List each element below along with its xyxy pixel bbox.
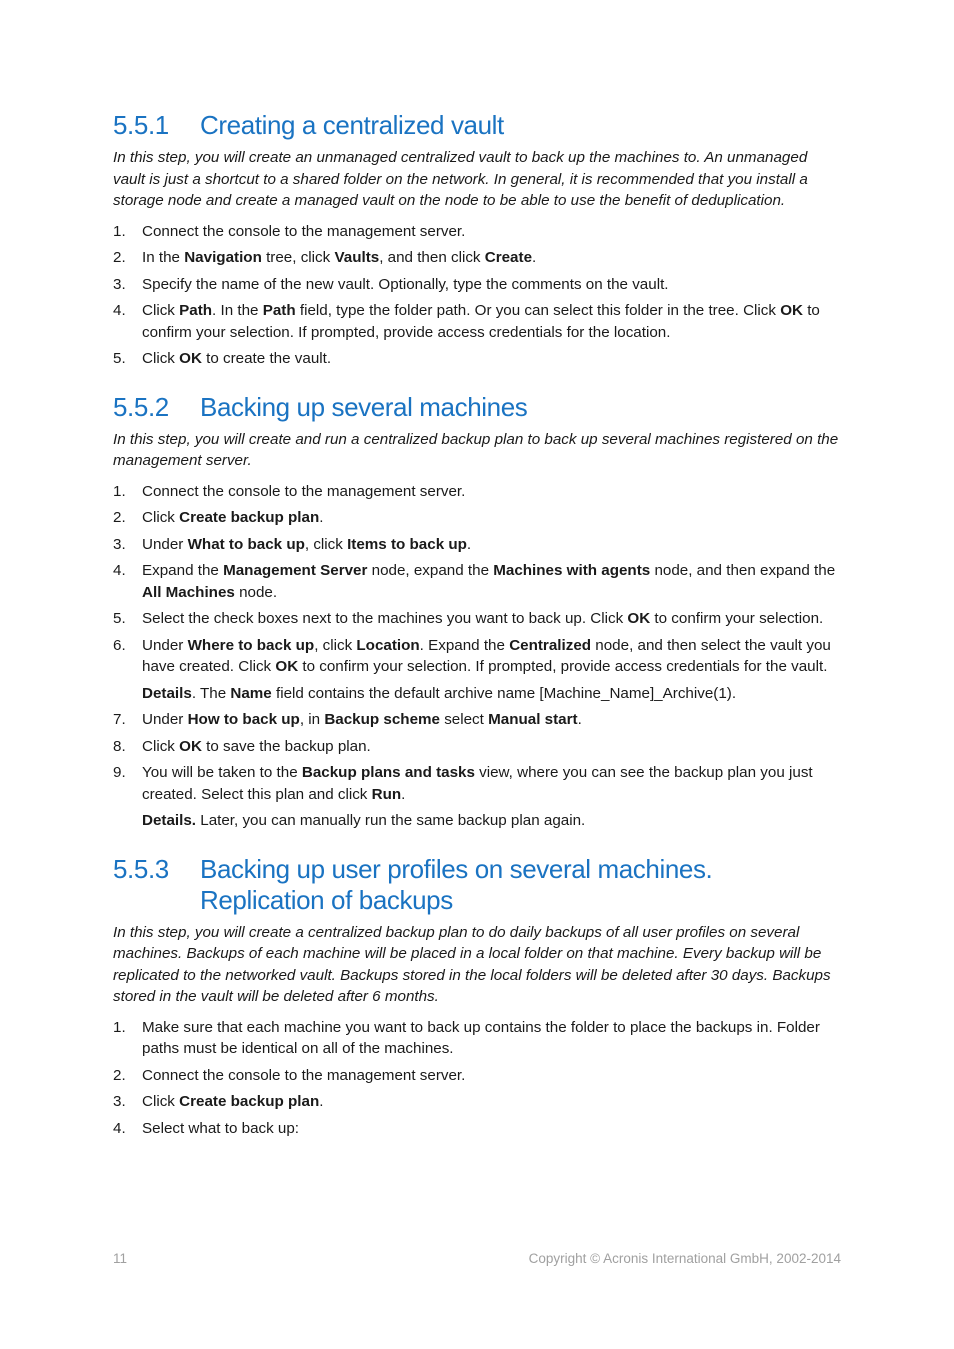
ui-term: Navigation (184, 249, 262, 266)
step-item (113, 481, 843, 503)
section-title: Backing up user profiles on several machines. Replication of backups (200, 853, 713, 915)
section-heading (113, 392, 843, 423)
ui-term: Location (356, 636, 420, 654)
step-item (113, 608, 843, 630)
ui-term: All Machines (142, 583, 235, 601)
step-list (113, 1017, 843, 1140)
ui-term: How to back up (187, 711, 300, 728)
step-text: Under How to back up, in Backup scheme select Manual start. (142, 711, 582, 728)
section-number: 5.5.2 (113, 391, 169, 422)
step-item (113, 1118, 843, 1140)
ui-term: OK (627, 610, 651, 627)
ui-term: What to back up (187, 535, 305, 553)
step-text: Connect the console to the management server. (142, 482, 466, 500)
ui-term: OK (179, 350, 202, 367)
ui-term: Create backup plan (179, 509, 320, 526)
step-item (113, 560, 843, 603)
document-page (113, 110, 843, 1161)
ui-term: Create (484, 249, 533, 266)
step-item (113, 221, 843, 243)
section-5-5-1 (113, 110, 843, 370)
step-text: You will be taken to the Backup plans and tasks view, where you can see the backup plan you just created. Select this plan and click Run. (142, 764, 813, 803)
step-text: Expand the Management Server node, expand the Machines with agents node, and then expand the All Machines node. (142, 562, 836, 601)
ui-term: Details (142, 684, 192, 702)
ui-term: OK (179, 737, 202, 755)
step-list (113, 481, 843, 832)
step-number: 7. (113, 711, 126, 728)
section-heading (113, 110, 843, 141)
ui-term: Manual start (488, 711, 578, 728)
page-footer (113, 1251, 841, 1266)
section-title: Creating a centralized vault (200, 110, 504, 140)
step-number: 2. (113, 249, 126, 266)
ui-term: OK (780, 302, 803, 319)
ui-term: Create backup plan (179, 1093, 320, 1110)
step-number: 3. (113, 1093, 126, 1110)
step-number: 9. (113, 764, 126, 781)
step-number: 2. (113, 1066, 126, 1084)
ui-term: Centralized (509, 636, 592, 654)
step-text: Click OK to save the backup plan. (142, 737, 371, 755)
ui-term: Vaults (334, 249, 380, 266)
step-number: 6. (113, 636, 126, 654)
step-item (113, 762, 843, 805)
ui-term: OK (275, 658, 299, 675)
step-number: 3. (113, 275, 126, 293)
step-item (113, 534, 843, 556)
ui-term: Run (371, 785, 402, 803)
copyright-notice: Copyright © Acronis International GmbH, 2002-2014 (528, 1251, 841, 1266)
step-number: 5. (113, 610, 126, 627)
step-text: Click Create backup plan. (142, 1093, 324, 1110)
step-text: Select what to back up: (142, 1119, 300, 1137)
step-text: Click Create backup plan. (142, 509, 324, 526)
step-number: 8. (113, 737, 126, 755)
step-details: Details. Later, you can manually run the same backup plan again. (142, 812, 586, 829)
section-intro: In this step, you will create an unmanaged centralized vault to back up the machines to. An unmanaged vault is just a shortcut to a shared folder on the network. In general, it is recommended that you install a storage node and create a managed vault on the node to be able to use the benefit of deduplication. (113, 149, 808, 209)
ui-term: Path (262, 302, 296, 319)
step-number: 1. (113, 222, 126, 240)
ui-term: Backup plans and tasks (301, 764, 475, 781)
step-details: Details. The Name field contains the default archive name [Machine_Name]_Archive(1). (142, 684, 737, 702)
ui-term: Path (179, 302, 213, 319)
step-number: 3. (113, 535, 126, 553)
step-list (113, 221, 843, 370)
step-text: Make sure that each machine you want to back up contains the folder to place the backups in. Folder paths must be identical on all of the machines. (142, 1018, 820, 1057)
step-number: 2. (113, 509, 126, 526)
page-number: 11 (113, 1251, 128, 1266)
step-number: 4. (113, 302, 126, 319)
step-text: Connect the console to the management server. (142, 222, 466, 240)
step-text: Specify the name of the new vault. Optionally, type the comments on the vault. (142, 275, 669, 293)
section-intro: In this step, you will create and run a centralized backup plan to back up several machines registered on the management server. (113, 430, 839, 469)
section-5-5-3 (113, 854, 843, 1140)
step-text: Click Path. In the Path field, type the folder path. Or you can select this folder in the tree. Click OK to confirm your selection. If prompted, provide access credentials for the location. (142, 302, 820, 341)
step-item (113, 274, 843, 296)
step-item (113, 709, 843, 731)
step-text: Click OK to create the vault. (142, 350, 332, 367)
ui-term: Details. (142, 812, 197, 829)
ui-term: Items to back up (347, 535, 467, 553)
step-item (113, 507, 843, 529)
step-text: Under What to back up, click Items to back up. (142, 535, 472, 553)
step-item (113, 1065, 843, 1087)
step-item (113, 1091, 843, 1113)
ui-term: Where to back up (187, 636, 315, 654)
step-text: Connect the console to the management server. (142, 1066, 466, 1084)
ui-term: Name (230, 684, 272, 702)
ui-term: Backup scheme (324, 711, 440, 728)
step-item (113, 1017, 843, 1060)
step-item (113, 300, 843, 343)
step-number: 4. (113, 562, 126, 579)
step-item (113, 348, 843, 370)
step-text: In the Navigation tree, click Vaults, and then click Create. (142, 249, 537, 266)
step-text: Under Where to back up, click Location. Expand the Centralized node, and then select the vault you have created. Click OK to confirm your selection. If prompted, provide access credentials for the vault. (142, 636, 831, 675)
section-heading (113, 854, 843, 916)
ui-term: Management Server (223, 562, 368, 579)
step-number: 1. (113, 1018, 126, 1036)
section-number: 5.5.1 (113, 110, 169, 140)
step-item (113, 247, 843, 269)
ui-term: Machines with agents (493, 562, 651, 579)
step-item (113, 736, 843, 758)
section-title: Backing up several machines (200, 391, 528, 422)
step-number: 1. (113, 482, 126, 500)
section-number: 5.5.3 (113, 853, 169, 884)
step-text: Select the check boxes next to the machines you want to back up. Click OK to confirm your selection. (142, 610, 824, 627)
step-number: 5. (113, 350, 126, 367)
section-5-5-2 (113, 392, 843, 832)
step-number: 4. (113, 1119, 126, 1137)
step-item (113, 635, 843, 678)
section-intro: In this step, you will create a centralized backup plan to do daily backups of all user profiles on several machines. Backups of each machine will be placed in a local folder on that machine. Every backup will be replicated to the networked vault. Backups stored in the local folders will be deleted after 30 days. Backups stored in the vault will be deleted after 6 months. (113, 923, 831, 1005)
